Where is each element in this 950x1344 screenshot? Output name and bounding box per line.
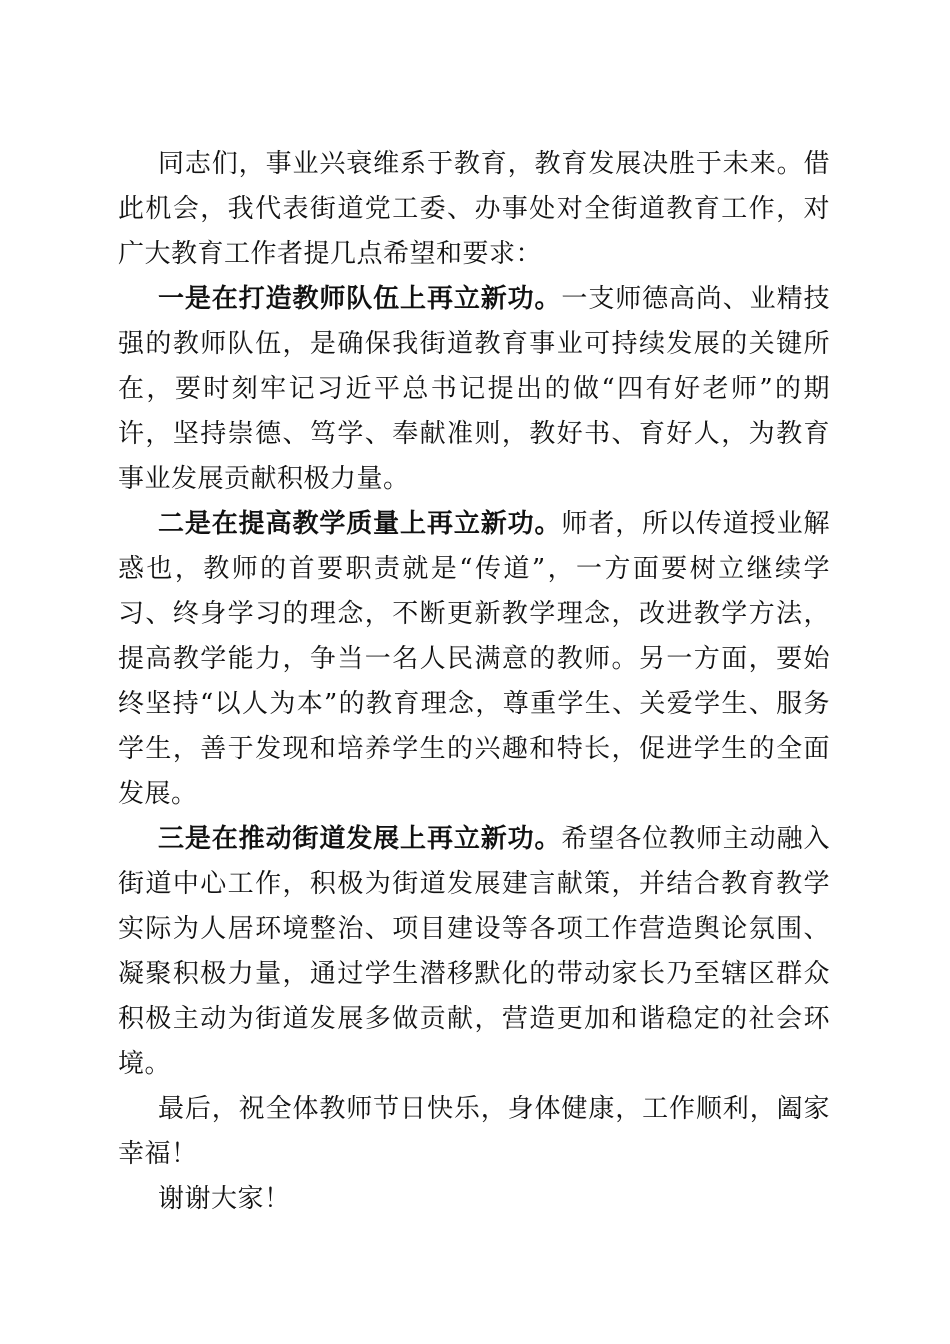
paragraph-point-one (118, 277, 830, 502)
paragraph-intro-text: 同志们，事业兴衰维系于教育，教育发展决胜于未来。借此机会，我代表街道党工委、办事处对全街道教育工作，对广大教育工作者提几点希望和要求： (118, 149, 830, 269)
paragraph-point-one-text: 一支师德高尚、业精技强的教师队伍，是确保我街道教育事业可持续发展的关键所在，要时刻牢记习近平总书记提出的做“四有好老师”的期许，坚持崇德、笃学、奉献准则，教好书、育好人，为教育事业发展贡献积极力量。 (118, 284, 830, 494)
paragraph-closing-wishes-text: 最后，祝全体教师节日快乐，身体健康，工作顺利，阖家幸福！ (118, 1094, 830, 1169)
paragraph-point-two (118, 502, 830, 817)
document-body (118, 142, 830, 1222)
paragraph-point-one-heading: 一是在打造教师队伍上再立新功。 (158, 284, 562, 314)
paragraph-point-three (118, 817, 830, 1087)
paragraph-point-two-text: 师者，所以传道授业解惑也，教师的首要职责就是“传道”，一方面要树立继续学习、终身学习的理念，不断更新教学理念，改进教学方法，提高教学能力，争当一名人民满意的教师。另一方面，要始终坚持“以人为本”的教育理念，尊重学生、关爱学生、服务学生，善于发现和培养学生的兴趣和特长，促进学生的全面发展。 (118, 509, 830, 809)
paragraph-point-three-text: 希望各位教师主动融入街道中心工作，积极为街道发展建言献策，并结合教育教学实际为人居环境整治、项目建设等各项工作营造舆论氛围、凝聚积极力量，通过学生潜移默化的带动家长乃至辖区群众积极主动为街道发展多做贡献，营造更加和谐稳定的社会环境。 (118, 824, 830, 1079)
paragraph-intro (118, 142, 830, 277)
paragraph-thanks (118, 1177, 830, 1222)
paragraph-closing-wishes (118, 1087, 830, 1177)
paragraph-point-two-heading: 二是在提高教学质量上再立新功。 (158, 509, 562, 539)
paragraph-point-three-heading: 三是在推动街道发展上再立新功。 (158, 824, 562, 854)
paragraph-thanks-text: 谢谢大家！ (158, 1184, 291, 1214)
